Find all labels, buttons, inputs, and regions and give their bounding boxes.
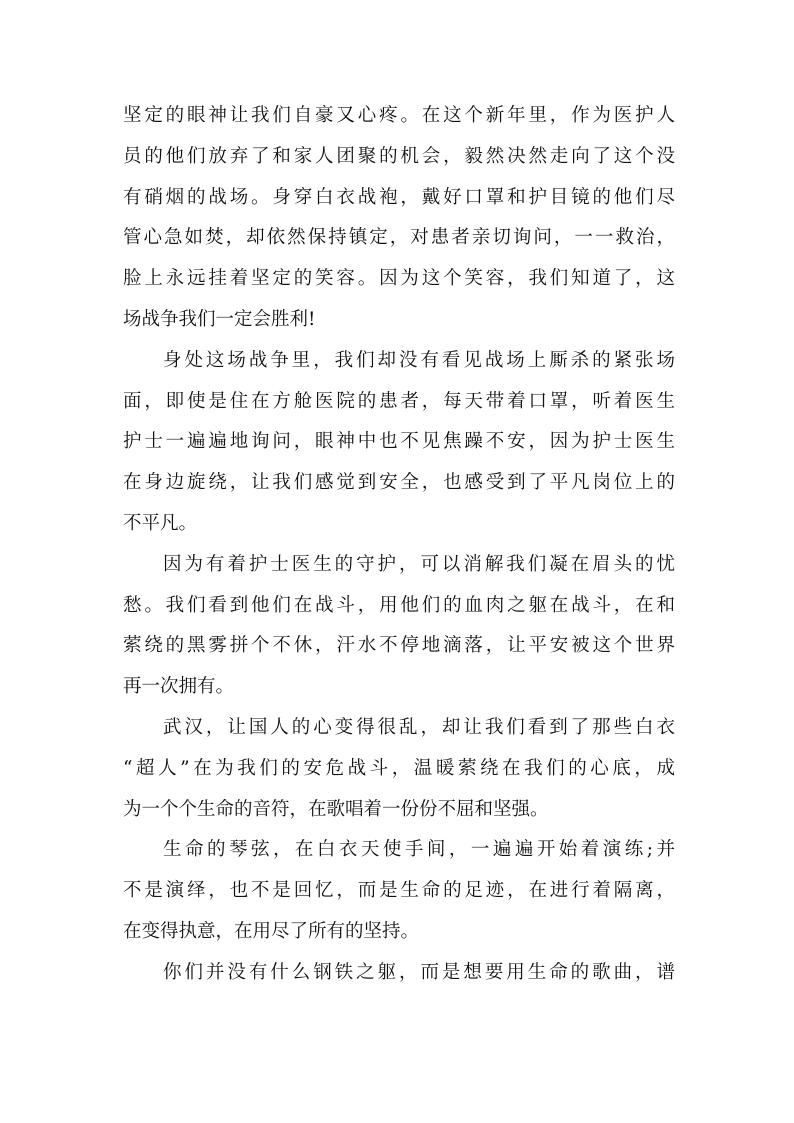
text-line: 不是演绎，也不是回忆，而是生命的足迹，在进行着隔离， [123,880,675,902]
text-line: 萦绕的黑雾拼个不休，汗水不停地滴落，让平安被这个世界 [123,635,675,657]
text-line: 有硝烟的战场。身穿白衣战袍，戴好口罩和护目镜的他们尽 [123,186,675,208]
text-line: 脸上永远挂着坚定的笑容。因为这个笑容，我们知道了，这 [123,268,675,290]
text-line: 面，即使是住在方舱医院的患者，每天带着口罩，听着医生 [123,390,675,412]
text-line: 不平凡。 [123,512,198,534]
text-line: 员的他们放弃了和家人团聚的机会，毅然决然走向了这个没 [123,145,675,167]
text-line: 为一个个生命的音符，在歌唱着一份份不屈和坚强。 [123,798,549,820]
text-line: 在身边旋绕，让我们感觉到安全，也感受到了平凡岗位上的 [123,472,675,494]
text-line: 身处这场战争里，我们却没有看见战场上厮杀的紧张场 [163,349,675,371]
text-line: 因为有着护士医生的守护，可以消解我们凝在眉头的忧 [163,553,675,575]
text-line: 生命的琴弦，在白衣天使手间，一遍遍开始着演练;并 [163,839,675,861]
body-text [123,96,675,994]
text-line: 管心急如焚，却依然保持镇定，对患者亲切询问，一一救治， [123,227,675,249]
text-line: 再一次拥有。 [123,676,235,698]
text-line: 你们并没有什么钢铁之躯，而是想要用生命的歌曲，谱 [163,961,675,983]
text-line: 在变得执意，在用尽了所有的坚持。 [123,920,420,942]
text-line: 愁。我们看到他们在战斗，用他们的血肉之躯在战斗，在和 [123,594,675,616]
text-line: “超人”在为我们的安危战斗，温暖萦绕在我们的心底，成 [123,757,675,779]
text-line: 场战争我们一定会胜利! [123,308,316,330]
text-line: 坚定的眼神让我们自豪又心疼。在这个新年里，作为医护人 [123,105,675,126]
text-line: 护士一遍遍地询问，眼神中也不见焦躁不安，因为护士医生 [123,431,675,453]
text-line: 武汉，让国人的心变得很乱，却让我们看到了那些白衣 [163,716,675,738]
